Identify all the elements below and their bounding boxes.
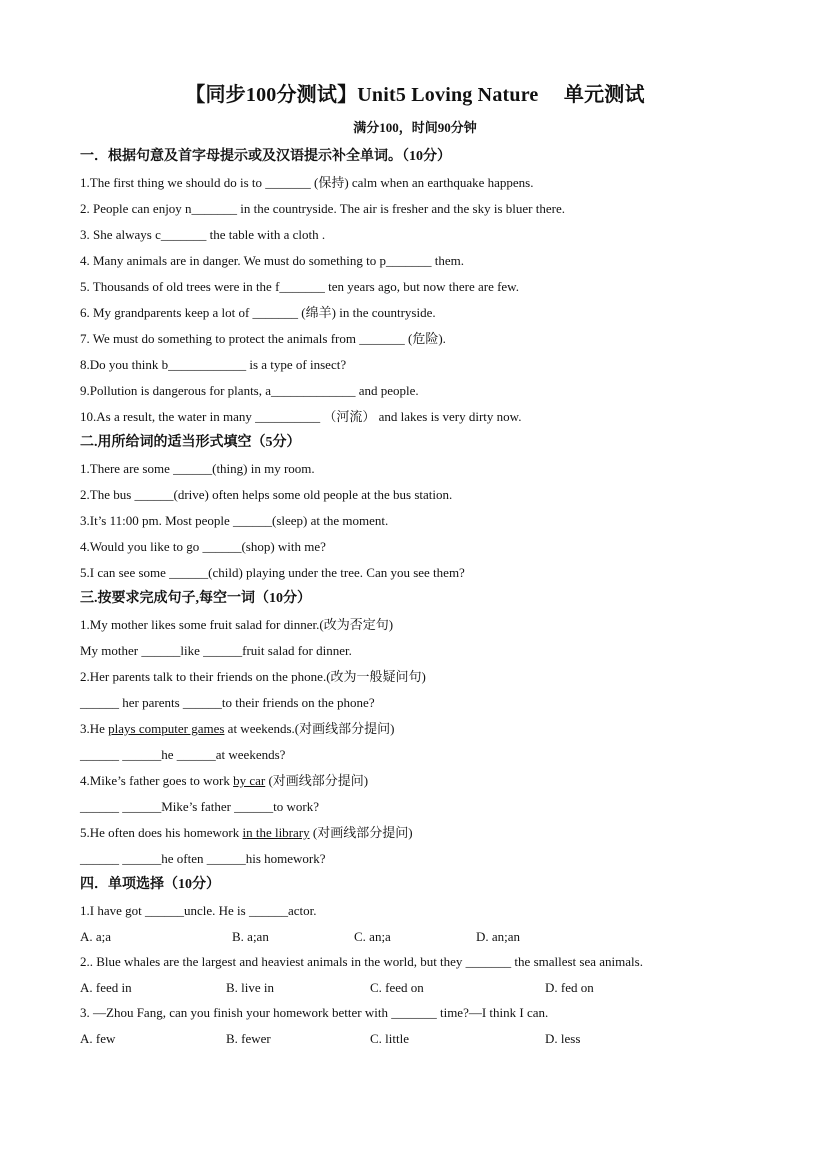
s1-question-8: 8.Do you think b____________ is a type of insect? (80, 357, 347, 372)
s4-q2-options (80, 975, 750, 1000)
s3-question-3 (80, 716, 750, 742)
s1-question-7: 7. We must do something to protect the animals from _______ (危险). (80, 331, 446, 346)
s3-question-2: 2.Her parents talk to their friends on the phone.(改为一般疑问句) (80, 669, 426, 684)
s3-answer-1: My mother ______like ______fruit salad for dinner. (80, 643, 352, 658)
s3-q4-suffix: (对画线部分提问) (265, 773, 369, 788)
s2-question-4: 4.Would you like to go ______(shop) with me? (80, 539, 326, 554)
s1-question-3: 3. She always c_______ the table with a cloth . (80, 227, 326, 242)
s3-answer-5: ______ ______he often ______his homework? (80, 851, 326, 866)
s3-answer-3: ______ ______he ______at weekends? (80, 747, 286, 762)
s3-q5-prefix: 5.He often does his homework (80, 825, 243, 840)
s4-q1-options (80, 924, 750, 949)
page-subtitle: 满分100，时间90分钟 (353, 120, 477, 135)
s3-q3-prefix: 3.He (80, 721, 109, 736)
option-d: D. less (545, 1031, 581, 1046)
option-b: B. a;an (232, 929, 269, 944)
option-d: D. an;an (476, 929, 521, 944)
option-b: B. fewer (226, 1031, 271, 1046)
s1-question-9: 9.Pollution is dangerous for plants, a_____________ and people. (80, 383, 419, 398)
option-c: C. little (370, 1031, 409, 1046)
s3-q4-prefix: 4.Mike’s father goes to work (80, 773, 234, 788)
s3-answer-4: ______ ______Mike’s father ______to work? (80, 799, 320, 814)
option-a: A. a;a (80, 929, 112, 944)
s2-question-5: 5.I can see some ______(child) playing under the tree. Can you see them? (80, 565, 465, 580)
s3-q3-underlined: plays computer games (108, 721, 225, 736)
s1-question-1: 1.The first thing we should do is to _______ (保持) calm when an earthquake happens. (80, 175, 534, 190)
option-c: C. feed on (370, 980, 424, 995)
option-a: A. few (80, 1031, 116, 1046)
s3-q3-suffix: at weekends.(对画线部分提问) (224, 721, 395, 736)
s1-question-4: 4. Many animals are in danger. We must do something to p_______ them. (80, 253, 464, 268)
s3-question-4 (80, 768, 750, 794)
page-title: 【同步100分测试】Unit5 Loving Nature 单元测试 (185, 84, 645, 106)
s3-question-1: 1.My mother likes some fruit salad for dinner.(改为否定句) (80, 617, 394, 632)
worksheet-page (80, 78, 750, 1051)
s3-question-5 (80, 820, 750, 846)
s3-q4-underlined: by car (233, 773, 266, 788)
section-4-heading: 四．单项选择（10分） (80, 877, 220, 892)
s4-question-1: 1.I have got ______uncle. He is ______actor. (80, 903, 317, 918)
s4-question-2: 2.. Blue whales are the largest and heaviest animals in the world, but they _______ the smallest sea animals. (80, 954, 643, 969)
s4-question-3: 3. —Zhou Fang, can you finish your homework better with _______ time?—I think I can. (80, 1005, 549, 1020)
s2-question-1: 1.There are some ______(thing) in my room. (80, 461, 315, 476)
s2-question-3: 3.It’s 11:00 pm. Most people ______(sleep) at the moment. (80, 513, 389, 528)
s3-q5-underlined: in the library (242, 825, 310, 840)
s2-question-2: 2.The bus ______(drive) often helps some old people at the bus station. (80, 487, 453, 502)
section-3-heading: 三.按要求完成句子,每空一词（10分） (80, 591, 311, 606)
s1-question-2: 2. People can enjoy n_______ in the countryside. The air is fresher and the sky is bluer there. (80, 201, 565, 216)
section-2-heading: 二.用所给词的适当形式填空（5分） (80, 435, 301, 450)
s4-q3-options (80, 1026, 750, 1051)
s1-question-6: 6. My grandparents keep a lot of _______ (绵羊) in the countryside. (80, 305, 436, 320)
option-c: C. an;a (354, 929, 391, 944)
s1-question-5: 5. Thousands of old trees were in the f_______ ten years ago, but now there are few. (80, 279, 519, 294)
option-a: A. feed in (80, 980, 132, 995)
s3-q5-suffix: (对画线部分提问) (309, 825, 413, 840)
section-1-heading: 一．根据句意及首字母提示或及汉语提示补全单词。（10分） (80, 149, 451, 164)
option-b: B. live in (226, 980, 275, 995)
option-d: D. fed on (545, 980, 594, 995)
s3-answer-2: ______ her parents ______to their friends on the phone? (80, 695, 375, 710)
s1-question-10: 10.As a result, the water in many __________ （河流） and lakes is very dirty now. (80, 409, 522, 424)
